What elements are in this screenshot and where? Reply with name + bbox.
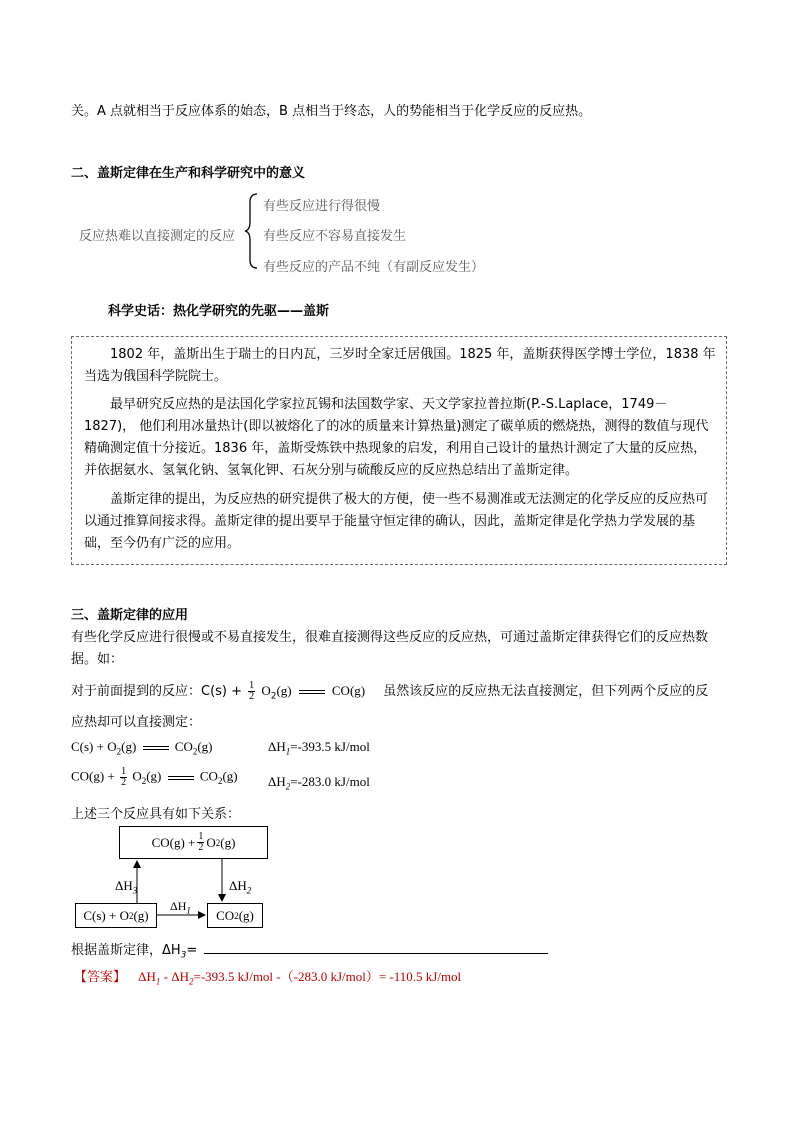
history-title: 科学史话：热化学研究的先驱——盖斯 <box>108 304 330 319</box>
label-dh2: $\Delta H_2$ <box>229 878 252 896</box>
brace-icon <box>244 192 260 270</box>
relation-text: 上述三个反应具有如下关系： <box>71 807 241 822</box>
diagram-left-box: C(s) + O 2 (g) <box>75 903 157 928</box>
answer-tag: 【答案】 <box>74 970 127 985</box>
history-paragraph-2: 最早研究反应热的是法国化学家拉瓦锡和法国数学家、天文学家拉普拉斯(P.-S.Laplace，1749－1827)， 他们利用冰量热计(即以被熔化了的冰的质量来计算热量)测定了碳单质的燃烧热，测得的数值与现代精确测定值十分接近。1836 年，盖斯受炼铁中热现象的启发，利用自己设计的量热计测定了大量的反应热，并依据氨水、氢氧化钠、氢氧化钾、石灰分别与硫酸反应的反应热总结出了盖斯定律。 <box>84 397 709 478</box>
reaction-intro-line-2: 应热却可以直接测定： <box>71 715 202 730</box>
section3-heading: 三、盖斯定律的应用 <box>71 608 189 623</box>
brace-item-2: 有些反应不容易直接发生 <box>263 228 407 243</box>
brace-item-3: 有些反应的产品不纯（有副反应发生） <box>263 259 485 274</box>
history-paragraph-1: 1802 年，盖斯出生于瑞士的日内瓦，三岁时全家迁居俄国。1825 年，盖斯获得医学博士学位，1838 年当选为俄国科学院院士。 <box>84 347 716 384</box>
reaction-2-enthalpy: $\Delta H_2=-283.0$ kJ/mol <box>268 774 370 792</box>
intro-text: 关。A 点就相当于反应体系的始态，B 点相当于终态，人的势能相当于化学反应的反应热。 <box>71 104 592 119</box>
section2-heading: 二、盖斯定律在生产和科学研究中的意义 <box>71 166 306 181</box>
label-dh3: $\Delta H_3$ <box>115 878 138 896</box>
reaction-1-enthalpy: $\Delta H_1=-393.5$ kJ/mol <box>268 739 370 757</box>
reaction-intro-line: 对于前面提到的反应：C(s) + $\frac{1}{2}$ $O_2(g)$ CO(g) 虽然该反应的反应热无法直接测定，但下列两个反应的反 <box>71 680 709 702</box>
answer-blank[interactable] <box>204 953 548 954</box>
fraction: $\frac{1}{2}$ <box>249 680 255 702</box>
history-paragraph-3: 盖斯定律的提出，为反应热的研究提供了极大的方便，使一些不易测准或无法测定的化学反应的反应热可以通过推算间接求得。盖斯定律的提出要早于能量守恒定律的确认，因此，盖斯定律是化学热力学发展的基础，至今仍有广泛的应用。 <box>84 492 709 551</box>
diagram-right-box: CO 2 (g) <box>207 903 263 928</box>
diagram-top-box: CO(g) + $\frac{1}{2}$ O 2 (g) <box>119 826 268 859</box>
equals-arrow <box>299 690 325 694</box>
answer-line: 【答案】 $\Delta H_1 - \Delta H_2=-393.5$ kJ/mol -（-283.0 kJ/mol）= -110.5 kJ/mol <box>74 969 462 987</box>
reaction-1: $C(s) + O_2(g)$ $CO_2(g)$ <box>71 739 213 757</box>
question-line: 根据盖斯定律，$\Delta H_3=$ <box>71 943 198 961</box>
label-dh1: $\Delta H_1$ <box>170 899 191 916</box>
reaction-2: CO(g) + $\frac{1}{2}$ $O_2(g)$ $CO_2(g)$ <box>71 766 238 788</box>
section3-paragraph-1: 有些化学反应进行很慢或不易直接发生，很难直接测得这些反应的反应热，可通过盖斯定律获得它们的反应热数据。如： <box>71 630 709 667</box>
brace-item-1: 有些反应进行得很慢 <box>263 198 381 213</box>
brace-label: 反应热难以直接测定的反应 <box>79 228 236 243</box>
